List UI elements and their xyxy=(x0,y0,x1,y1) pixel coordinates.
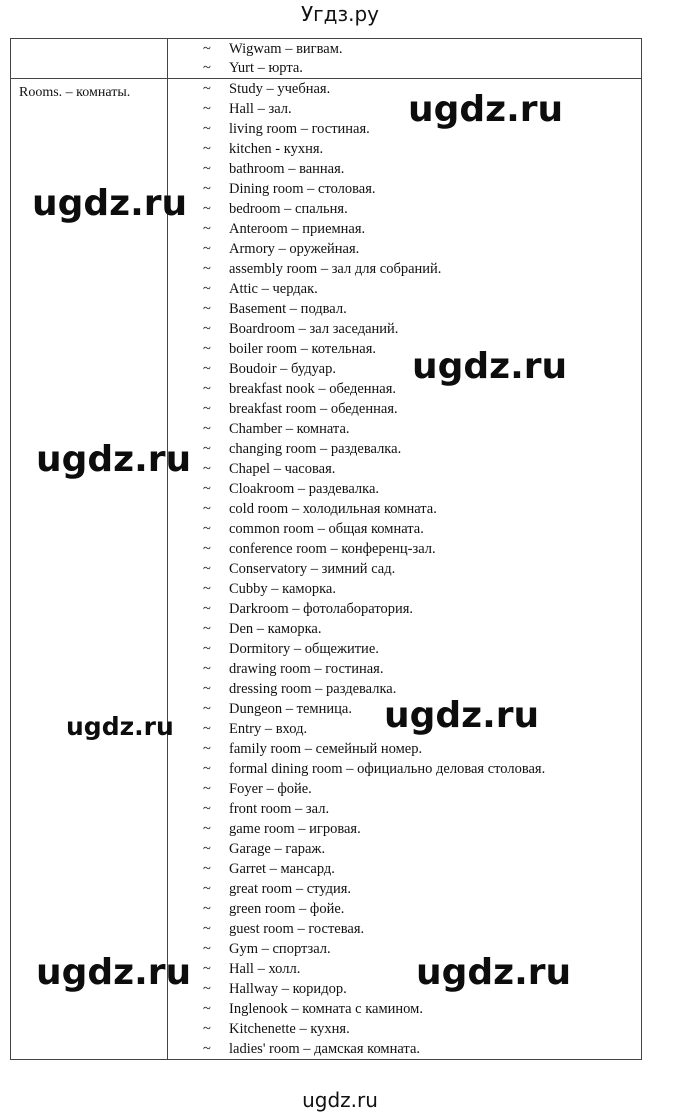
tilde-bullet: ~ xyxy=(203,261,211,277)
tilde-bullet: ~ xyxy=(203,201,211,217)
tilde-bullet: ~ xyxy=(203,701,211,717)
entry-text: great room – студия. xyxy=(229,881,352,897)
tilde-bullet: ~ xyxy=(203,641,211,657)
entry-row xyxy=(168,919,641,939)
tilde-bullet: ~ xyxy=(203,721,211,737)
tilde-bullet: ~ xyxy=(203,801,211,817)
tilde-bullet: ~ xyxy=(203,781,211,797)
tilde-bullet: ~ xyxy=(203,361,211,377)
entry-row xyxy=(168,339,641,359)
entry-text: living room – гостиная. xyxy=(229,121,370,137)
entry-text: formal dining room – официально деловая столовая. xyxy=(229,761,546,777)
entry-text: Hall – зал. xyxy=(229,101,292,117)
entry-row xyxy=(168,479,641,499)
tilde-bullet: ~ xyxy=(203,281,211,297)
entry-text: Anteroom – приемная. xyxy=(229,221,366,237)
entry-row xyxy=(168,559,641,579)
category-label: Rooms. – комнаты. xyxy=(19,85,131,100)
entry-text: Study – учебная. xyxy=(229,81,331,97)
tilde-bullet: ~ xyxy=(203,841,211,857)
entry-text: breakfast room – обеденная. xyxy=(229,401,398,417)
entry-row xyxy=(168,39,641,58)
entry-list xyxy=(168,79,641,1059)
entry-row xyxy=(168,58,641,78)
tilde-bullet: ~ xyxy=(203,921,211,937)
entry-row xyxy=(168,799,641,819)
entry-text: Attic – чердак. xyxy=(229,281,318,297)
entry-text: Garret – мансард. xyxy=(229,861,335,877)
tilde-bullet: ~ xyxy=(203,581,211,597)
entry-row xyxy=(168,239,641,259)
entry-text: Yurt – юрта. xyxy=(229,60,303,76)
entry-text: Chamber – комната. xyxy=(229,421,350,437)
tilde-bullet: ~ xyxy=(203,681,211,697)
tilde-bullet: ~ xyxy=(203,321,211,337)
entry-text: dressing room – раздевалка. xyxy=(229,681,397,697)
entry-text: Hallway – коридор. xyxy=(229,981,347,997)
tilde-bullet: ~ xyxy=(203,161,211,177)
entry-row xyxy=(168,899,641,919)
entry-text: Boudoir – будуар. xyxy=(229,361,336,377)
tilde-bullet: ~ xyxy=(203,1041,211,1057)
entry-text: ladies' room – дамская комната. xyxy=(229,1041,420,1057)
tilde-bullet: ~ xyxy=(203,121,211,137)
tilde-bullet: ~ xyxy=(203,601,211,617)
entry-row xyxy=(168,79,641,99)
watermark: ugdz.ru xyxy=(36,952,192,993)
entry-text: breakfast nook – обеденная. xyxy=(229,381,397,397)
entry-row xyxy=(168,759,641,779)
entry-row xyxy=(168,659,641,679)
tilde-bullet: ~ xyxy=(203,461,211,477)
entry-row xyxy=(168,639,641,659)
watermark: ugdz.ru xyxy=(66,712,174,741)
entry-row xyxy=(168,379,641,399)
tilde-bullet: ~ xyxy=(203,881,211,897)
entry-text: common room – общая комната. xyxy=(229,521,424,537)
entry-row xyxy=(168,579,641,599)
entry-row xyxy=(168,319,641,339)
entry-text: green room – фойе. xyxy=(229,901,345,917)
tilde-bullet: ~ xyxy=(203,181,211,197)
site-title: Угдз.ру xyxy=(300,2,380,26)
tilde-bullet: ~ xyxy=(203,141,211,157)
watermark: ugdz.ru xyxy=(32,183,188,224)
tilde-bullet: ~ xyxy=(203,901,211,917)
entry-text: Cloakroom – раздевалка. xyxy=(229,481,380,497)
tilde-bullet: ~ xyxy=(203,541,211,557)
watermark: ugdz.ru xyxy=(412,346,568,387)
entry-list xyxy=(168,39,641,78)
entry-text: assembly room – зал для собраний. xyxy=(229,261,442,277)
entry-row xyxy=(168,1019,641,1039)
tilde-bullet: ~ xyxy=(203,341,211,357)
entry-row xyxy=(168,279,641,299)
watermark: ugdz.ru xyxy=(36,439,192,480)
tilde-bullet: ~ xyxy=(203,821,211,837)
entry-text: bathroom – ванная. xyxy=(229,161,345,177)
tilde-bullet: ~ xyxy=(203,381,211,397)
watermark: ugdz.ru xyxy=(408,89,564,130)
tilde-bullet: ~ xyxy=(203,1021,211,1037)
entry-row xyxy=(168,299,641,319)
tilde-bullet: ~ xyxy=(203,41,211,57)
entry-text: Conservatory – зимний сад. xyxy=(229,561,396,577)
entries-cell xyxy=(168,39,642,79)
entry-row xyxy=(168,179,641,199)
entry-row xyxy=(168,159,641,179)
entry-text: bedroom – спальня. xyxy=(229,201,348,217)
tilde-bullet: ~ xyxy=(203,221,211,237)
entry-text: Armory – оружейная. xyxy=(229,241,360,257)
entry-row xyxy=(168,439,641,459)
tilde-bullet: ~ xyxy=(203,241,211,257)
entry-row xyxy=(168,219,641,239)
entry-text: Gym – спортзал. xyxy=(229,941,331,957)
tilde-bullet: ~ xyxy=(203,301,211,317)
tilde-bullet: ~ xyxy=(203,981,211,997)
entry-text: Cubby – каморка. xyxy=(229,581,336,597)
entry-text: Hall – холл. xyxy=(229,961,301,977)
entry-row xyxy=(168,619,641,639)
entry-text: game room – игровая. xyxy=(229,821,361,837)
category-cell xyxy=(11,39,168,79)
entry-text: Inglenook – комната с камином. xyxy=(229,1001,423,1017)
tilde-bullet: ~ xyxy=(203,481,211,497)
entry-row xyxy=(168,99,641,119)
tilde-bullet: ~ xyxy=(203,521,211,537)
tilde-bullet: ~ xyxy=(203,961,211,977)
entry-text: Dining room – столовая. xyxy=(229,181,376,197)
entry-text: Dormitory – общежитие. xyxy=(229,641,379,657)
category-label xyxy=(11,39,167,43)
entry-row xyxy=(168,399,641,419)
entry-text: Boardroom – зал заседаний. xyxy=(229,321,399,337)
entry-text: Darkroom – фотолаборатория. xyxy=(229,601,414,617)
entry-row xyxy=(168,139,641,159)
entry-text: Garage – гараж. xyxy=(229,841,326,857)
entry-text: drawing room – гостиная. xyxy=(229,661,384,677)
entry-text: Wigwam – вигвам. xyxy=(229,41,343,57)
entry-row xyxy=(168,839,641,859)
entry-text: Foyer – фойе. xyxy=(229,781,312,797)
table-row-rooms xyxy=(11,79,642,1060)
tilde-bullet: ~ xyxy=(203,861,211,877)
entry-row xyxy=(168,879,641,899)
entry-row xyxy=(168,419,641,439)
tilde-bullet: ~ xyxy=(203,761,211,777)
entry-row xyxy=(168,359,641,379)
entry-text: kitchen - кухня. xyxy=(229,141,324,157)
table-row-dwellings xyxy=(11,39,642,79)
entry-row xyxy=(168,999,641,1019)
entry-row xyxy=(168,599,641,619)
watermark: ugdz.ru xyxy=(384,695,540,736)
entry-text: Den – каморка. xyxy=(229,621,322,637)
entry-row xyxy=(168,119,641,139)
entry-text: Dungeon – темница. xyxy=(229,701,352,717)
entry-row xyxy=(168,739,641,759)
tilde-bullet: ~ xyxy=(203,421,211,437)
entry-row xyxy=(168,499,641,519)
watermark: ugdz.ru xyxy=(416,952,572,993)
site-footer: ugdz.ru xyxy=(302,1088,378,1112)
entry-row xyxy=(168,539,641,559)
entry-row xyxy=(168,779,641,799)
tilde-bullet: ~ xyxy=(203,561,211,577)
entry-text: changing room – раздевалка. xyxy=(229,441,402,457)
entry-text: Entry – вход. xyxy=(229,721,308,737)
entry-text: cold room – холодильная комната. xyxy=(229,501,437,517)
tilde-bullet: ~ xyxy=(203,401,211,417)
tilde-bullet: ~ xyxy=(203,941,211,957)
tilde-bullet: ~ xyxy=(203,661,211,677)
entry-text: Basement – подвал. xyxy=(229,301,347,317)
tilde-bullet: ~ xyxy=(203,1001,211,1017)
entry-row xyxy=(168,259,641,279)
entry-row xyxy=(168,1039,641,1059)
entry-text: boiler room – котельная. xyxy=(229,341,377,357)
entry-text: front room – зал. xyxy=(229,801,330,817)
entry-row xyxy=(168,519,641,539)
entry-text: family room – семейный номер. xyxy=(229,741,423,757)
tilde-bullet: ~ xyxy=(203,101,211,117)
entry-row xyxy=(168,859,641,879)
entry-text: Kitchenette – кухня. xyxy=(229,1021,350,1037)
category-cell xyxy=(11,79,168,1060)
entries-cell xyxy=(168,79,642,1060)
tilde-bullet: ~ xyxy=(203,741,211,757)
tilde-bullet: ~ xyxy=(203,501,211,517)
entry-row xyxy=(168,459,641,479)
entry-row xyxy=(168,819,641,839)
tilde-bullet: ~ xyxy=(203,60,211,76)
entry-text: guest room – гостевая. xyxy=(229,921,365,937)
tilde-bullet: ~ xyxy=(203,441,211,457)
entry-text: Chapel – часовая. xyxy=(229,461,336,477)
entry-text: conference room – конференц-зал. xyxy=(229,541,436,557)
entry-row xyxy=(168,199,641,219)
tilde-bullet: ~ xyxy=(203,81,211,97)
tilde-bullet: ~ xyxy=(203,621,211,637)
